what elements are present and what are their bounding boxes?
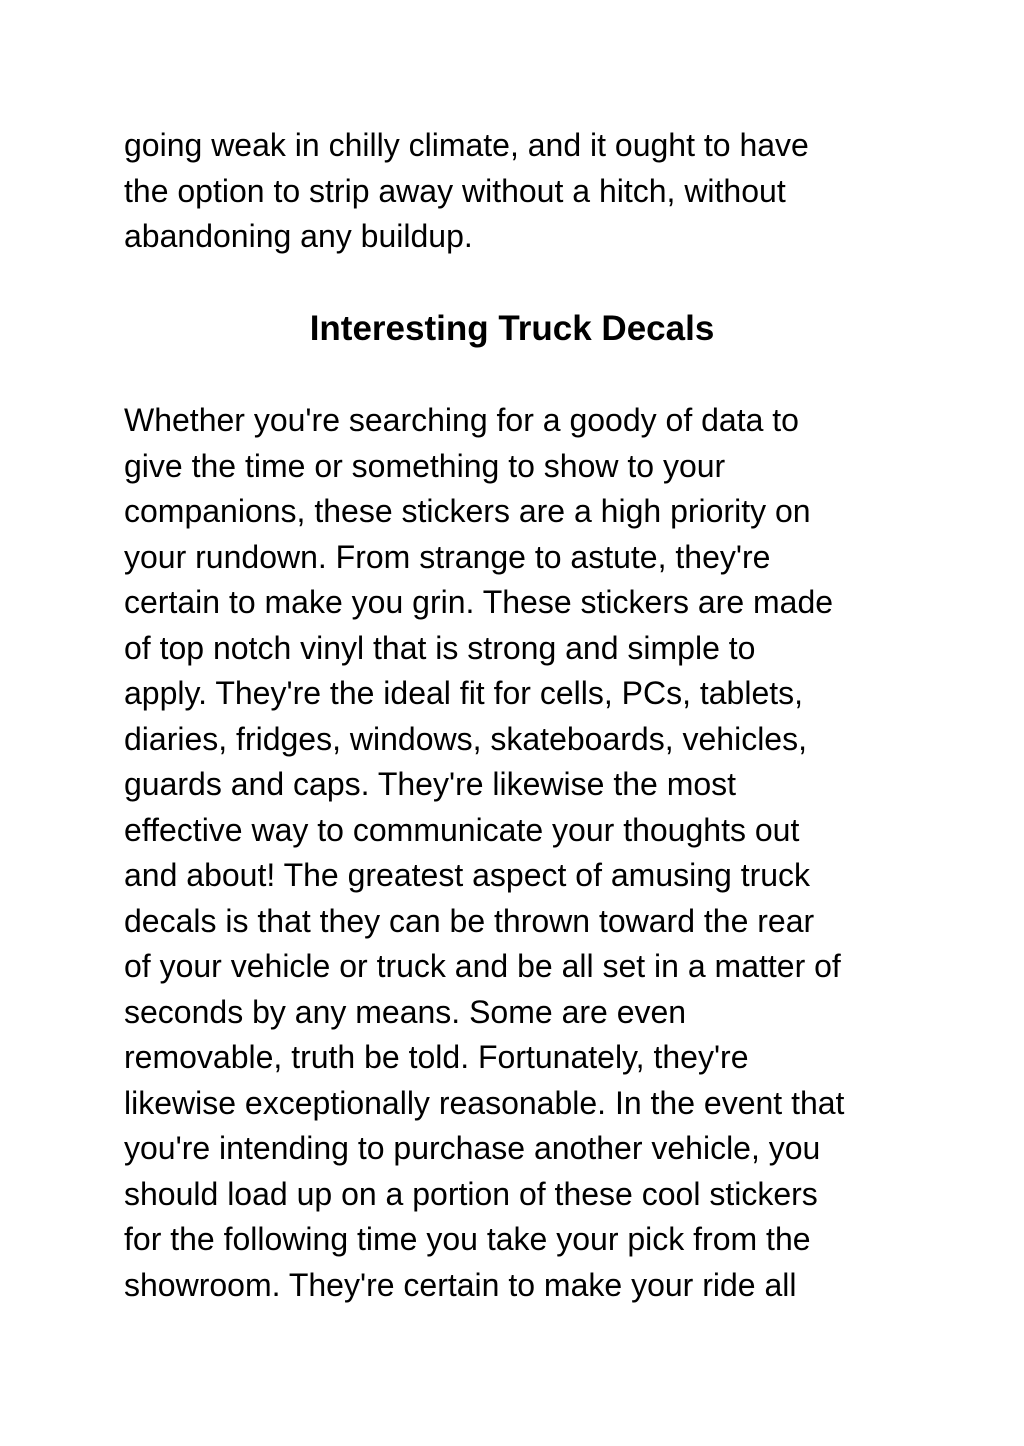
text-line: guards and caps. They're likewise the most bbox=[124, 766, 737, 802]
section-heading: Interesting Truck Decals bbox=[309, 309, 715, 348]
text-line: diaries, fridges, windows, skateboards, vehicles, bbox=[124, 720, 807, 757]
text-line: Whether you're searching for a goody of data to bbox=[124, 402, 799, 438]
text-line: decals is that they can be thrown toward the rear bbox=[124, 902, 815, 939]
text-line: showroom. They're certain to make your ride all bbox=[124, 1266, 797, 1303]
text-line: you're intending to purchase another vehicle, you bbox=[124, 1130, 821, 1166]
text-line: likewise exceptionally reasonable. In the event that bbox=[124, 1084, 845, 1121]
text-line: apply. They're the ideal fit for cells, PCs, tablets, bbox=[124, 675, 804, 711]
text-line: abandoning any buildup. bbox=[124, 218, 473, 254]
text-line: for the following time you take your pick from the bbox=[124, 1221, 811, 1257]
text-line: companions, these stickers are a high priority on bbox=[124, 493, 811, 529]
text-line: your rundown. From strange to astute, they're bbox=[124, 538, 771, 575]
text-line: removable, truth be told. Fortunately, they're bbox=[124, 1039, 749, 1075]
text-line: going weak in chilly climate, and it ought to have bbox=[124, 127, 809, 163]
text-line: and about! The greatest aspect of amusing truck bbox=[124, 857, 811, 893]
text-line: the option to strip away without a hitch, without bbox=[124, 172, 786, 209]
text-line: give the time or something to show to your bbox=[124, 447, 726, 484]
text-line: certain to make you grin. These stickers are made bbox=[124, 584, 834, 620]
text-line: seconds by any means. Some are even bbox=[124, 993, 687, 1030]
body-paragraph bbox=[124, 398, 844, 1308]
text-line: of top notch vinyl that is strong and simple to bbox=[124, 629, 756, 666]
text-line: should load up on a portion of these cool stickers bbox=[124, 1175, 818, 1212]
text-line: of your vehicle or truck and be all set in a matter of bbox=[124, 948, 841, 984]
intro-paragraph bbox=[124, 123, 809, 260]
text-line: effective way to communicate your thoughts out bbox=[124, 811, 800, 848]
